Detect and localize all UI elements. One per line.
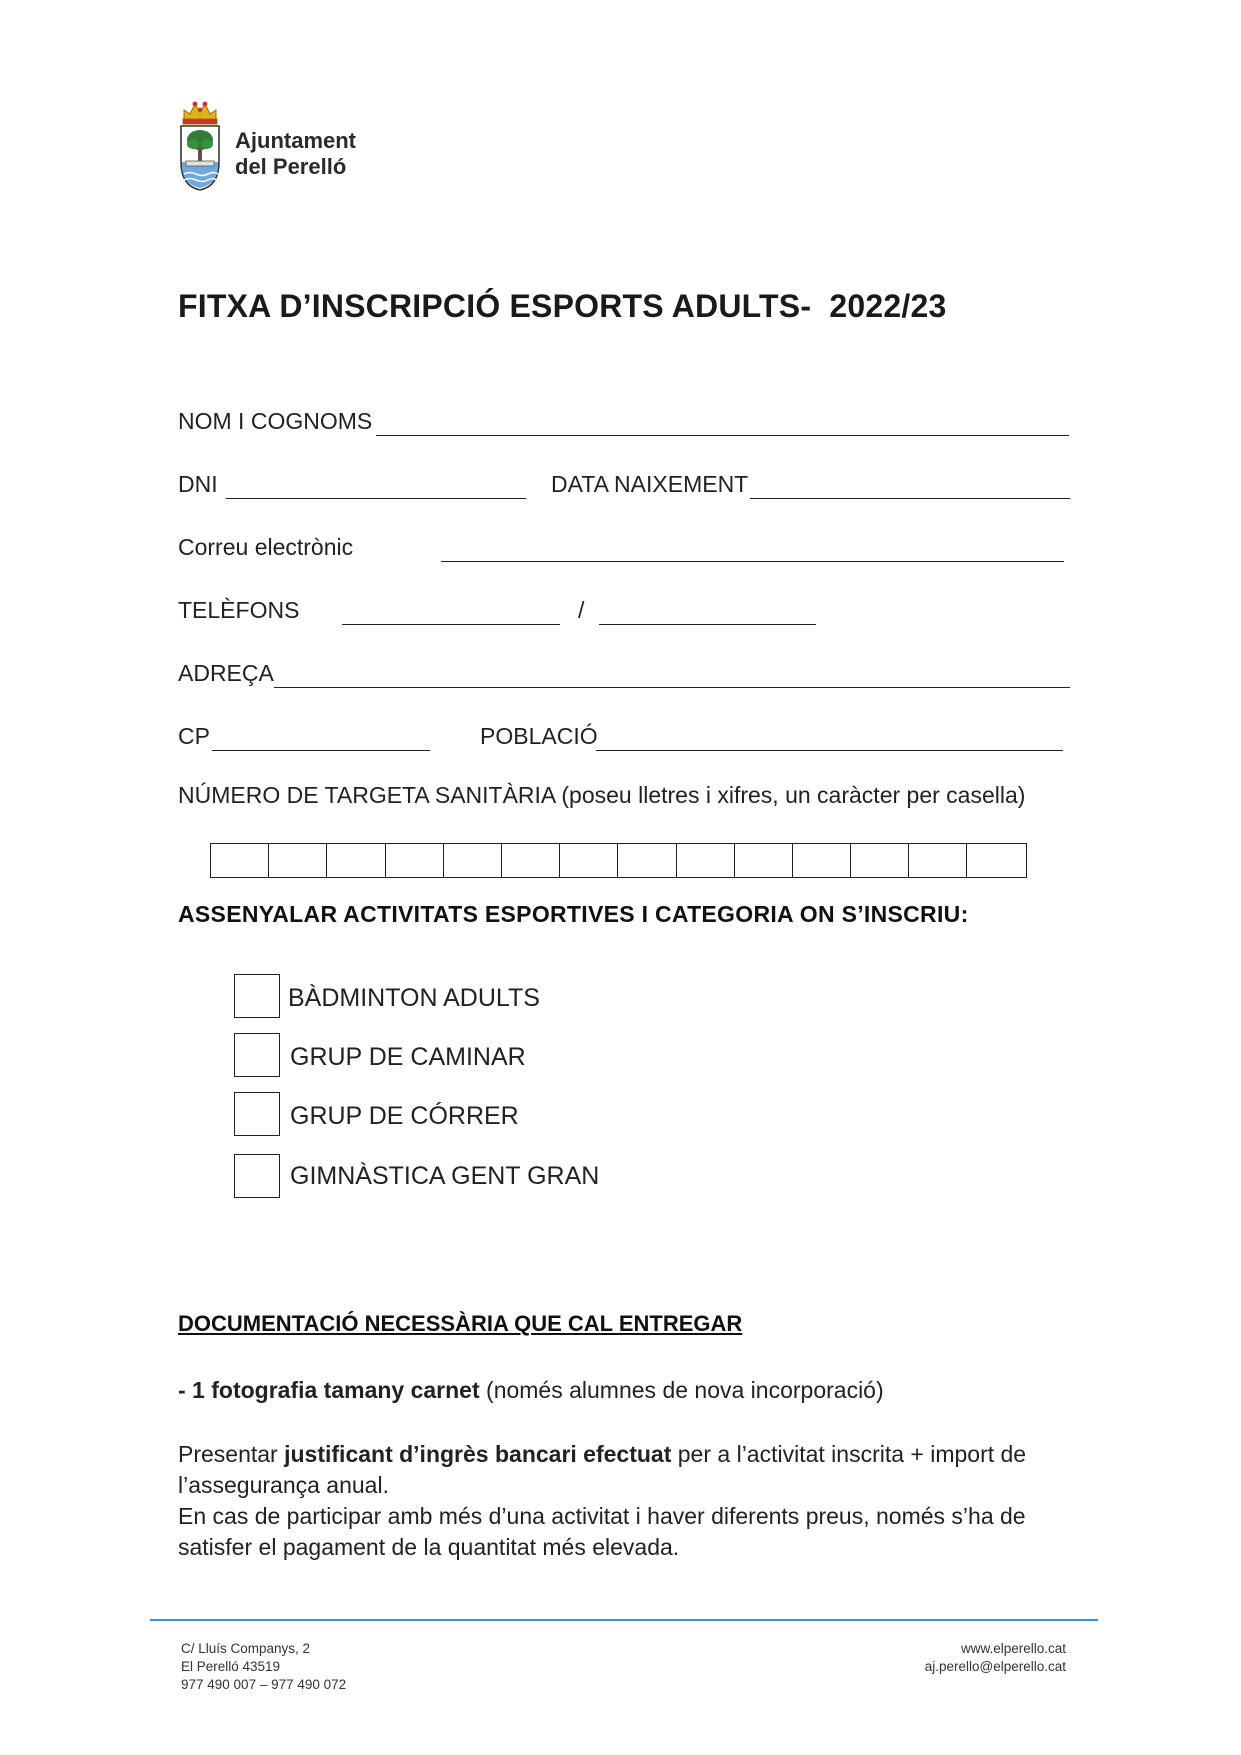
health-card-label: NÚMERO DE TARGETA SANITÀRIA (poseu lletres i xifres, un caràcter per casella) [178,782,1026,808]
cp-town-row [178,723,1071,757]
footer-phones: 977 490 007 – 977 490 072 [181,1677,347,1692]
health-card-cell[interactable] [909,844,967,877]
address-row [178,660,1071,694]
cp-field[interactable] [212,750,430,751]
footer-email[interactable]: aj.perello@elperello.cat [924,1659,1066,1674]
activity-checkbox[interactable] [234,1154,280,1198]
activity-label: GRUP DE CAMINAR [290,1043,526,1071]
email-label: Correu electrònic [178,534,354,560]
town-label: POBLACIÓ [480,723,598,749]
email-field[interactable] [441,561,1064,562]
activity-label: BÀDMINTON ADULTS [288,984,540,1012]
municipal-coat-of-arms-logo [178,100,222,192]
form-title: FITXA D’INSCRIPCIÓ ESPORTS ADULTS- 2022/23 [178,288,947,324]
payment-requirement-bold: justificant d’ingrès bancari efectuat [284,1441,672,1467]
health-card-cell[interactable] [618,844,676,877]
health-card-cell[interactable] [386,844,444,877]
phones-separator: / [578,597,585,623]
name-row [178,408,1071,442]
health-card-cell[interactable] [444,844,502,877]
health-card-cell[interactable] [735,844,793,877]
multi-activity-note: En cas de participar amb més d’una activitat i haver diferents preus, només s’ha de satisfer el pagament de la quantitat més elevada. [178,1503,1026,1560]
health-card-grid [210,843,1027,878]
payment-requirement [178,1439,1058,1501]
phones-row [178,597,1071,631]
dni-label: DNI [178,471,218,497]
documentation-heading: DOCUMENTACIÓ NECESSÀRIA QUE CAL ENTREGAR [178,1311,743,1336]
cp-label: CP [178,723,210,749]
health-card-cell[interactable] [851,844,909,877]
health-card-cell[interactable] [211,844,269,877]
health-card-cell[interactable] [793,844,851,877]
health-card-cell[interactable] [269,844,327,877]
payment-requirement-intro: Presentar [178,1441,285,1467]
activity-label: GIMNÀSTICA GENT GRAN [290,1162,600,1190]
footer-town: El Perelló 43519 [181,1659,281,1674]
phones-label: TELÈFONS [178,597,300,623]
activity-checkbox[interactable] [234,974,280,1018]
footer-divider [150,1619,1098,1621]
health-card-cell[interactable] [502,844,560,877]
birthdate-label: DATA NAIXEMENT [551,471,749,497]
footer-website[interactable]: www.elperello.cat [960,1641,1066,1656]
name-label: NOM I COGNOMS [178,408,373,434]
address-label: ADREÇA [178,660,274,686]
address-field[interactable] [274,687,1070,688]
activity-label: GRUP DE CÓRRER [290,1102,519,1130]
name-field[interactable] [376,435,1069,436]
organization-name-line-1: Ajuntament [235,128,356,153]
activities-heading: ASSENYALAR ACTIVITATS ESPORTIVES I CATEGORIA ON S’INSCRIU: [178,901,969,927]
town-field[interactable] [596,750,1063,751]
phone-1-field[interactable] [342,624,560,625]
photo-requirement [178,1375,1058,1406]
health-card-cell[interactable] [677,844,735,877]
birthdate-field[interactable] [750,498,1070,499]
footer-address [181,1640,346,1694]
activity-checkbox[interactable] [234,1092,280,1136]
health-card-cell[interactable] [560,844,618,877]
activity-checkbox[interactable] [234,1033,280,1077]
phone-2-field[interactable] [599,624,816,625]
organization-name [235,128,356,180]
footer-contact [925,1640,1066,1676]
photo-requirement-bold: - 1 fotografia tamany carnet [178,1377,480,1403]
dni-field[interactable] [226,498,526,499]
email-row [178,534,1071,568]
health-card-cell[interactable] [967,844,1025,877]
footer-street: C/ Lluís Companys, 2 [181,1641,311,1656]
photo-requirement-note: (només alumnes de nova incorporació) [479,1377,884,1403]
dni-birthdate-row [178,471,1071,505]
payment-requirement-rest: per a l’activitat inscrita + import de l’assegurança anual. [178,1441,1027,1498]
health-card-cell[interactable] [327,844,385,877]
organization-name-line-2: del Perelló [235,154,347,179]
